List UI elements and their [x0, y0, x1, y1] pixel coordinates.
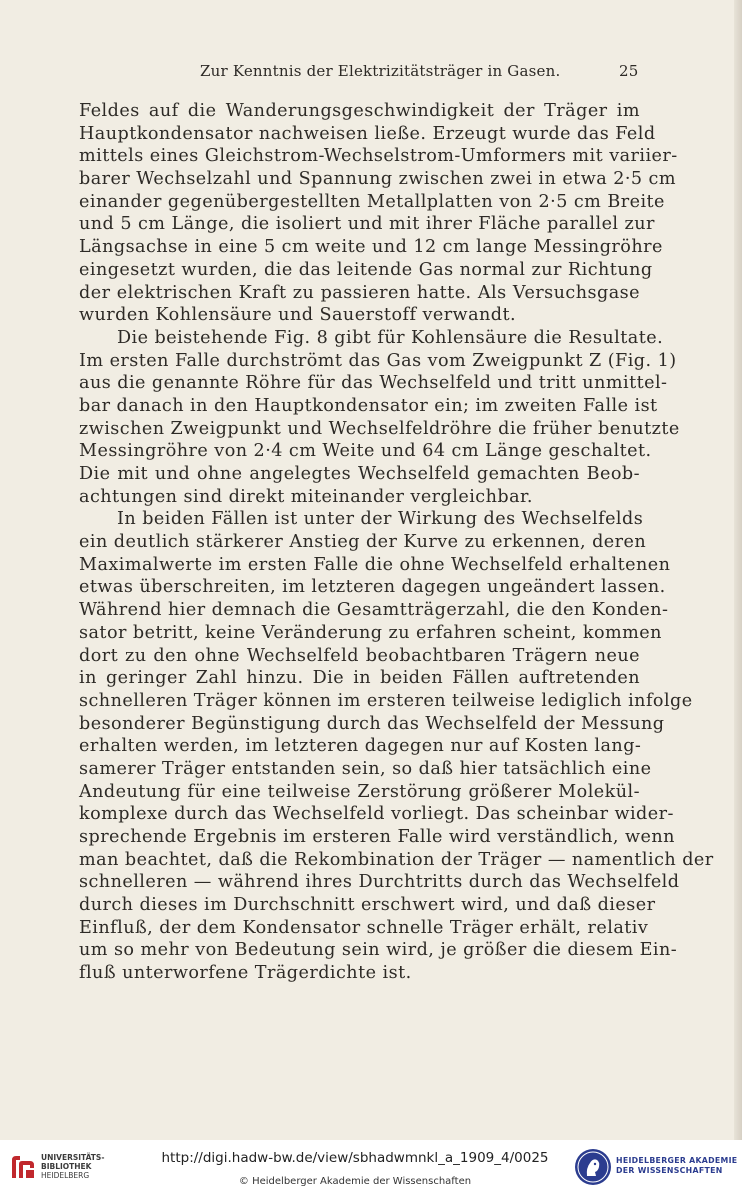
text-line: Die mit und ohne angelegtes Wechselfeld gemachten Beob- — [79, 464, 640, 484]
text-line: Während hier demnach die Gesamtträgerzahl, die den Konden- — [79, 600, 669, 621]
text-line: ein deutlich stärkerer Anstieg der Kurve zu erkennen, deren — [79, 532, 647, 553]
university-library-name — [41, 1153, 104, 1180]
text-line: schnelleren — während ihres Durchtritts durch das Wechselfeld — [79, 872, 680, 893]
page-number: 25 — [619, 62, 639, 80]
text-line: dort zu den ohne Wechselfeld beobachtbaren Trägern neue — [79, 645, 640, 666]
academy-name — [616, 1156, 737, 1176]
text-line: samerer Träger entstanden sein, so daß hier tatsächlich eine — [79, 758, 652, 779]
text-line: Hauptkondensator nachweisen ließe. Erzeugt wurde das Feld — [79, 123, 656, 144]
text-line: schnelleren Träger können im ersteren teilweise lediglich infolge — [79, 690, 693, 711]
text-line: sator betritt, keine Veränderung zu erfahren scheint, kommen — [79, 622, 662, 643]
text-line: besonderer Begünstigung durch das Wechselfeld der Messung — [79, 713, 665, 734]
paragraph-first-line: Die beistehende Fig. 8 gibt für Kohlensäure die Resultate. — [117, 327, 664, 348]
text-line: barer Wechselzahl und Spannung zwischen zwei in etwa 2·5 cm — [79, 169, 676, 190]
text-line: und 5 cm Länge, die isoliert und mit ihrer Fläche parallel zur — [79, 214, 655, 235]
text-line: fluß unterworfene Trägerdichte ist. — [79, 963, 412, 984]
text-line: mittels eines Gleichstrom-Wechselstrom-Umformers mit variier- — [79, 146, 678, 167]
academy-name-line: DER WISSENSCHAFTEN — [616, 1166, 723, 1175]
text-line: Feldes auf die Wanderungsgeschwindigkeit der Träger im — [79, 101, 640, 121]
academy-name-line: HEIDELBERGER AKADEMIE — [616, 1156, 738, 1165]
text-line: erhalten werden, im letzteren dagegen nur auf Kosten lang- — [79, 736, 642, 757]
running-head-title: Zur Kenntnis der Elektrizitätsträger in Gasen. — [200, 62, 561, 80]
permalink-url[interactable]: http://digi.hadw-bw.de/view/sbhadwmnkl_a_1909_4/0025 — [161, 1150, 549, 1166]
text-line: Längsachse in eine 5 cm weite und 12 cm lange Messingröhre — [79, 237, 663, 258]
text-line: sprechende Ergebnis im ersteren Falle wird verständlich, wenn — [79, 827, 675, 847]
body-text — [79, 100, 714, 985]
text-line: der elektrischen Kraft zu passieren hatte. Als Versuchsgase — [79, 282, 640, 303]
library-name-line: BIBLIOTHEK — [41, 1162, 92, 1171]
text-line: Andeutung für eine teilweise Zerstörung größerer Molekül- — [79, 781, 640, 802]
library-name-line: HEIDELBERG — [41, 1171, 90, 1180]
text-line: etwas überschreiten, im letzteren dagegen ungeändert lassen. — [79, 577, 666, 598]
text-line: bar danach in den Hauptkondensator ein; im zweiten Falle ist — [79, 395, 658, 416]
text-line: eingesetzt wurden, die das leitende Gas normal zur Richtung — [79, 259, 653, 280]
text-line: Maximalwerte im ersten Falle die ohne Wechselfeld erhaltenen — [79, 554, 671, 575]
text-line: komplexe durch das Wechselfeld vorliegt. Das scheinbar wider- — [79, 804, 674, 825]
text-line: zwischen Zweigpunkt und Wechselfeldröhre die früher benutzte — [79, 418, 680, 439]
text-line: um so mehr von Bedeutung sein wird, je größer die diesem Ein- — [79, 940, 678, 961]
library-name-line: UNIVERSITÄTS- — [41, 1153, 105, 1162]
text-line: aus die genannte Röhre für das Wechselfeld und tritt unmittel- — [79, 373, 668, 394]
academy-seal-icon — [574, 1148, 612, 1186]
university-library-logo-icon — [8, 1152, 38, 1182]
copyright-notice: © Heidelberger Akademie der Wissenschaften — [238, 1176, 472, 1187]
running-head — [0, 62, 742, 86]
text-line: durch dieses im Durchschnitt erschwert wird, und daß dieser — [79, 895, 656, 916]
footer-bar — [0, 1140, 742, 1196]
text-line: achtungen sind direkt miteinander vergleichbar. — [79, 486, 533, 507]
text-line: Einfluß, der dem Kondensator schnelle Träger erhält, relativ — [79, 917, 649, 938]
paragraph-first-line: In beiden Fällen ist unter der Wirkung des Wechselfelds — [117, 509, 644, 530]
text-line: in geringer Zahl hinzu. Die in beiden Fällen auftretenden — [79, 668, 640, 689]
text-line: Messingröhre von 2·4 cm Weite und 64 cm Länge geschaltet. — [79, 441, 652, 462]
text-line: Im ersten Falle durchströmt das Gas vom Zweigpunkt Z (Fig. 1) — [79, 350, 677, 371]
page-edge — [734, 0, 742, 1140]
text-line: man beachtet, daß die Rekombination der Träger — namentlich der — [79, 849, 714, 870]
text-line: wurden Kohlensäure und Sauerstoff verwandt. — [79, 305, 517, 326]
text-line: einander gegenübergestellten Metallplatten von 2·5 cm Breite — [79, 191, 665, 212]
